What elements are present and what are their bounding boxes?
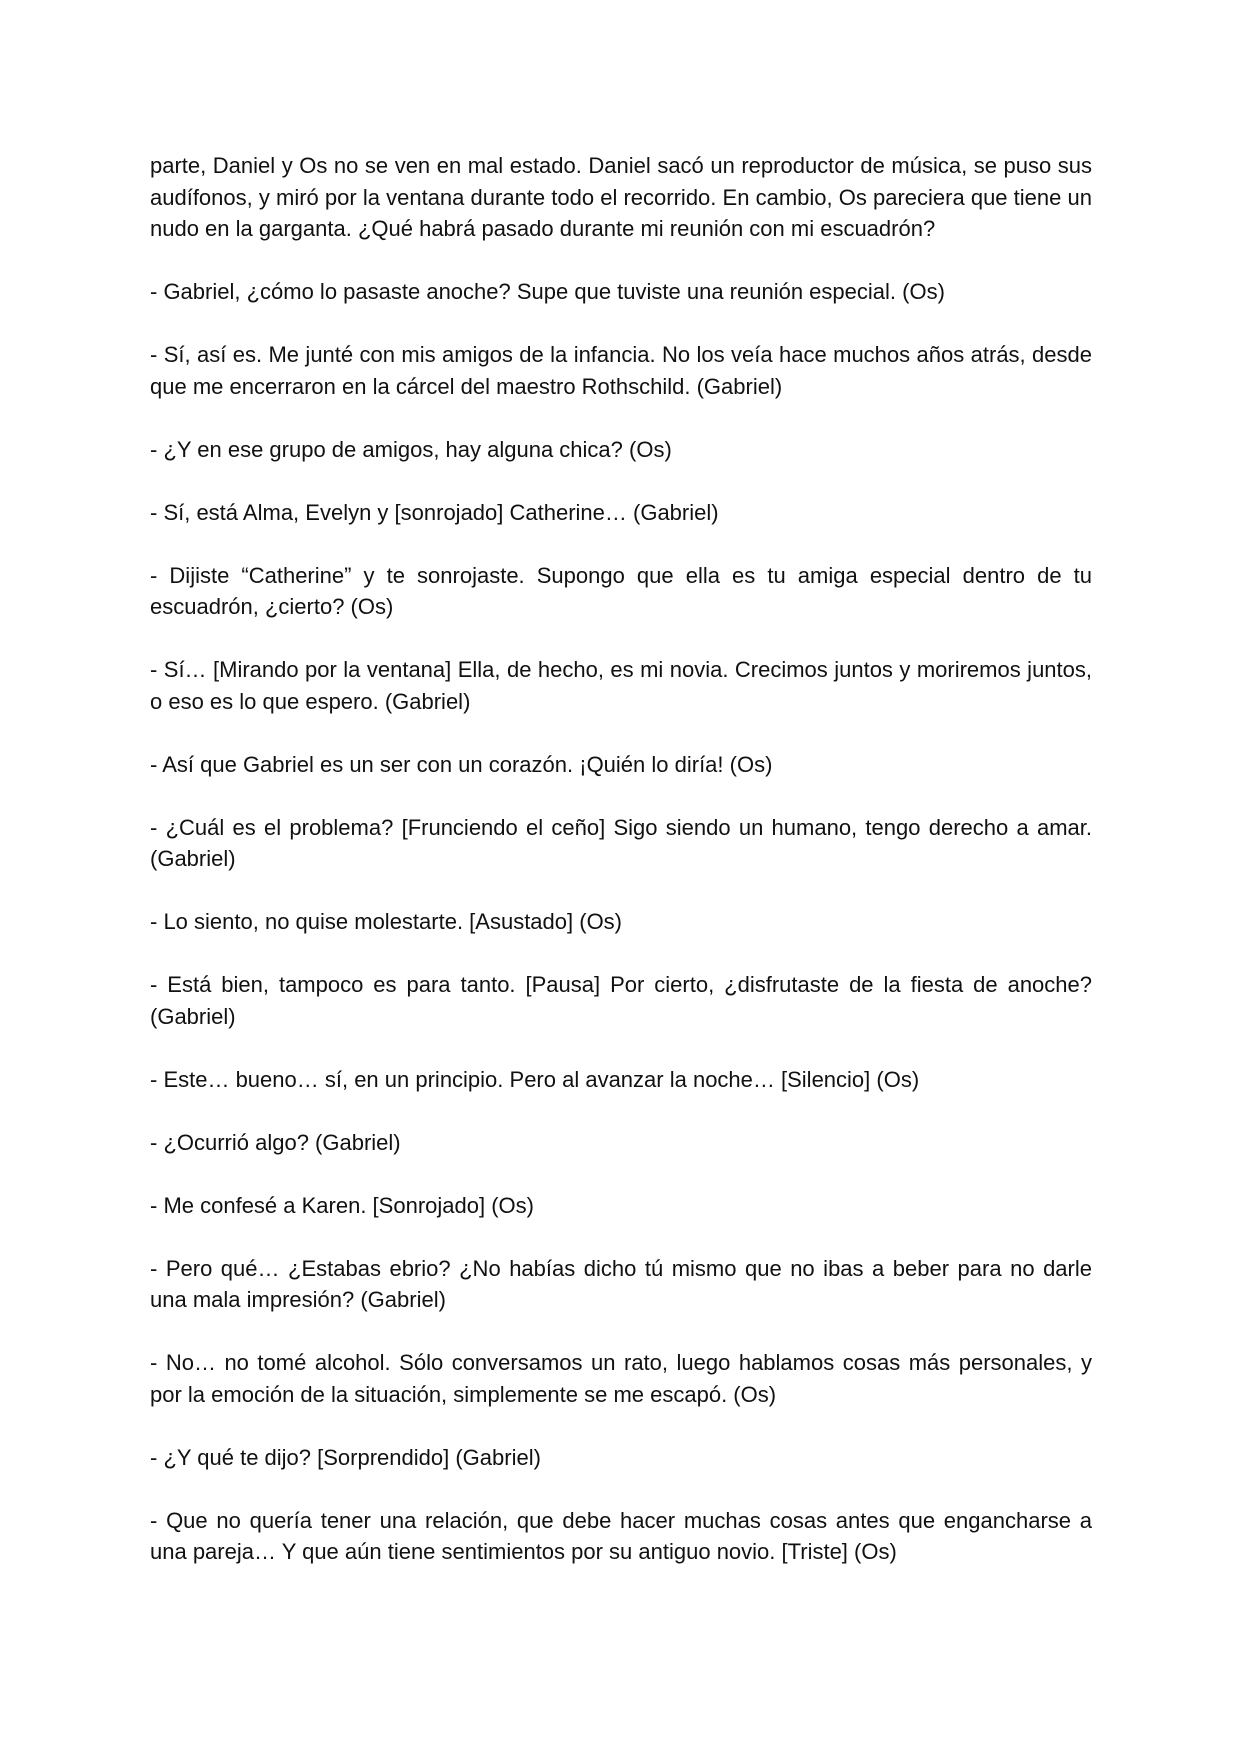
paragraph: - Este… bueno… sí, en un principio. Pero al avanzar la noche… [Silencio] (Os)	[150, 1066, 920, 1092]
paragraph: - Sí… [Mirando por la ventana] Ella, de hecho, es mi novia. Crecimos juntos y moriremos juntos, o eso es lo que espero. (Gabriel)	[150, 657, 1092, 714]
paragraph: - ¿Cuál es el problema? [Frunciendo el ceño] Sigo siendo un humano, tengo derecho a amar. (Gabriel)	[150, 814, 1092, 871]
paragraph: - Sí, está Alma, Evelyn y [sonrojado] Catherine… (Gabriel)	[150, 499, 719, 525]
paragraph: parte, Daniel y Os no se ven en mal estado. Daniel sacó un reproductor de música, se puso sus audífonos, y miró por la ventana durante todo el recorrido. En cambio, Os pareciera que tiene un nudo en la garganta. ¿Qué habrá pasado durante mi reunión con mi escuadrón?	[150, 153, 1092, 241]
paragraph: - ¿Y en ese grupo de amigos, hay alguna chica? (Os)	[150, 436, 672, 462]
paragraph: - No… no tomé alcohol. Sólo conversamos un rato, luego hablamos cosas más personales, y por la emoción de la situación, simplemente se me escapó. (Os)	[150, 1350, 1092, 1407]
paragraph: - Me confesé a Karen. [Sonrojado] (Os)	[150, 1192, 534, 1218]
paragraph: - Lo siento, no quise molestarte. [Asustado] (Os)	[150, 909, 623, 934]
paragraph: - ¿Ocurrió algo? (Gabriel)	[150, 1129, 401, 1155]
paragraph: - Dijiste “Catherine” y te sonrojaste. Supongo que ella es tu amiga especial dentro de tu escuadrón, ¿cierto? (Os)	[150, 562, 1092, 619]
paragraph: - Sí, así es. Me junté con mis amigos de la infancia. No los veía hace muchos años atrás, desde que me encerraron en la cárcel del maestro Rothschild. (Gabriel)	[150, 342, 1092, 399]
paragraph: - Gabriel, ¿cómo lo pasaste anoche? Supe que tuviste una reunión especial. (Os)	[150, 279, 945, 304]
paragraph: - Pero qué… ¿Estabas ebrio? ¿No habías dicho tú mismo que no ibas a beber para no darle una mala impresión? (Gabriel)	[150, 1255, 1092, 1312]
paragraph: - Que no quería tener una relación, que debe hacer muchas cosas antes que engancharse a una pareja… Y que aún tiene sentimientos por su antiguo novio. [Triste] (Os)	[150, 1507, 1092, 1564]
document-body	[150, 150, 1092, 1599]
paragraph: - Está bien, tampoco es para tanto. [Pausa] Por cierto, ¿disfrutaste de la fiesta de anoche? (Gabriel)	[150, 972, 1092, 1029]
paragraph: - ¿Y qué te dijo? [Sorprendido] (Gabriel)	[150, 1444, 541, 1470]
paragraph: - Así que Gabriel es un ser con un corazón. ¡Quién lo diría! (Os)	[150, 751, 773, 777]
